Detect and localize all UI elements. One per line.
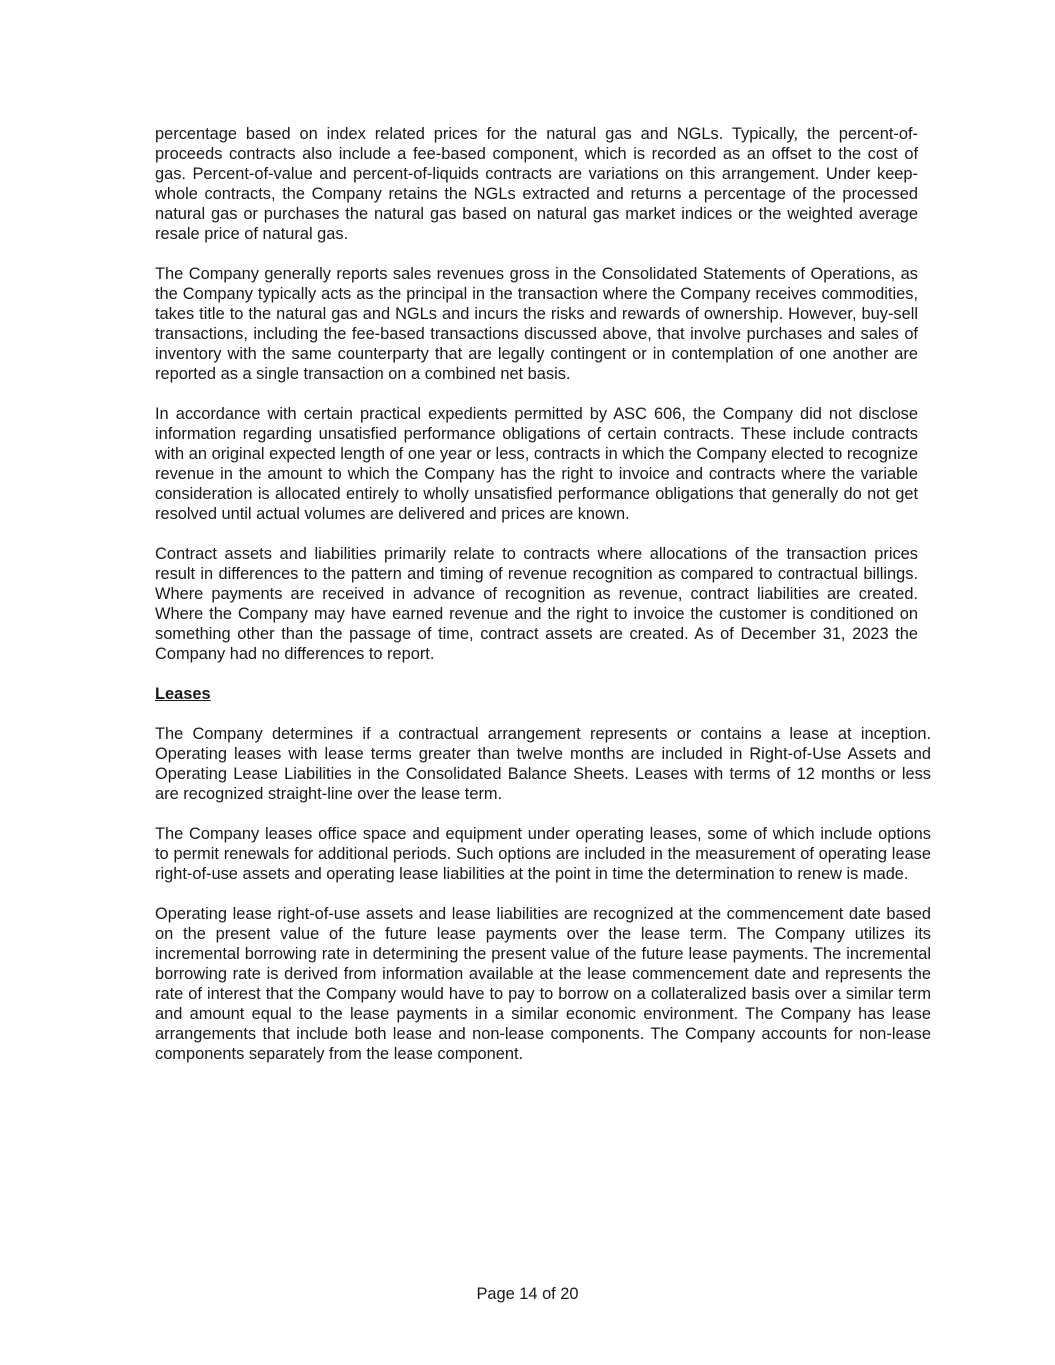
revenue-section	[155, 124, 918, 684]
paragraph-percent-of-proceeds: percentage based on index related prices for the natural gas and NGLs. Typically, the percent-of-proceeds contracts also include a fee-based component, which is recorded as an offset to the cost of gas. Percent-of-value and percent-of-liquids contracts are variations on this arrangement. Under keep-whole contracts, the Company retains the NGLs extracted and returns a percentage of the processed natural gas or purchases the natural gas based on natural gas market indices or the weighted average resale price of natural gas.	[155, 125, 918, 243]
leases-section	[155, 684, 931, 1084]
paragraph-contract-assets-liabilities: Contract assets and liabilities primarily relate to contracts where allocations of the transaction prices result in differences to the pattern and timing of revenue recognition as compared to contractual billings. Where payments are received in advance of recognition as revenue, contract liabilities are created. Where the Company may have earned revenue and the right to invoice the customer is conditioned on something other than the passage of time, contract assets are created. As of December 31, 2023 the Company had no differences to report.	[155, 545, 918, 663]
paragraph-lease-determination: The Company determines if a contractual arrangement represents or contains a lease at inception. Operating leases with lease terms greater than twelve months are included in Right-of-Use Assets and Operating Lease Liabilities in the Consolidated Balance Sheets. Leases with terms of 12 months or less are recognized straight-line over the lease term.	[155, 725, 931, 803]
paragraph-gross-reporting: The Company generally reports sales revenues gross in the Consolidated Statements of Operations, as the Company typically acts as the principal in the transaction where the Company receives commodities, takes title to the natural gas and NGLs and incurs the risks and rewards of ownership. However, buy-sell transactions, including the fee-based transactions discussed above, that involve purchases and sales of inventory with the same counterparty that are legally contingent or in contemplation of one another are reported as a single transaction on a combined net basis.	[155, 265, 918, 383]
paragraph-right-of-use-recognition: Operating lease right-of-use assets and lease liabilities are recognized at the commencement date based on the present value of the future lease payments over the lease term. The Company utilizes its incremental borrowing rate in determining the present value of the future lease payments. The incremental borrowing rate is derived from information available at the lease commencement date and represents the rate of interest that the Company would have to pay to borrow on a collateralized basis over a similar term and amount equal to the lease payments in a similar economic environment. The Company has lease arrangements that include both lease and non-lease components. The Company accounts for non-lease components separately from the lease component.	[155, 905, 931, 1063]
page-number: Page 14 of 20	[476, 1285, 579, 1303]
paragraph-practical-expedients: In accordance with certain practical expedients permitted by ASC 606, the Company did not disclose information regarding unsatisfied performance obligations of certain contracts. These include contracts with an original expected length of one year or less, contracts in which the Company elected to recognize revenue in the amount to which the Company has the right to invoice and contracts where the variable consideration is allocated entirely to wholly unsatisfied performance obligations that generally do not get resolved until actual volumes are delivered and prices are known.	[155, 405, 918, 523]
section-heading-leases: Leases	[155, 685, 211, 703]
paragraph-office-leases: The Company leases office space and equipment under operating leases, some of which include options to permit renewals for additional periods. Such options are included in the measurement of operating lease right-of-use assets and operating lease liabilities at the point in time the determination to renew is made.	[155, 825, 931, 883]
